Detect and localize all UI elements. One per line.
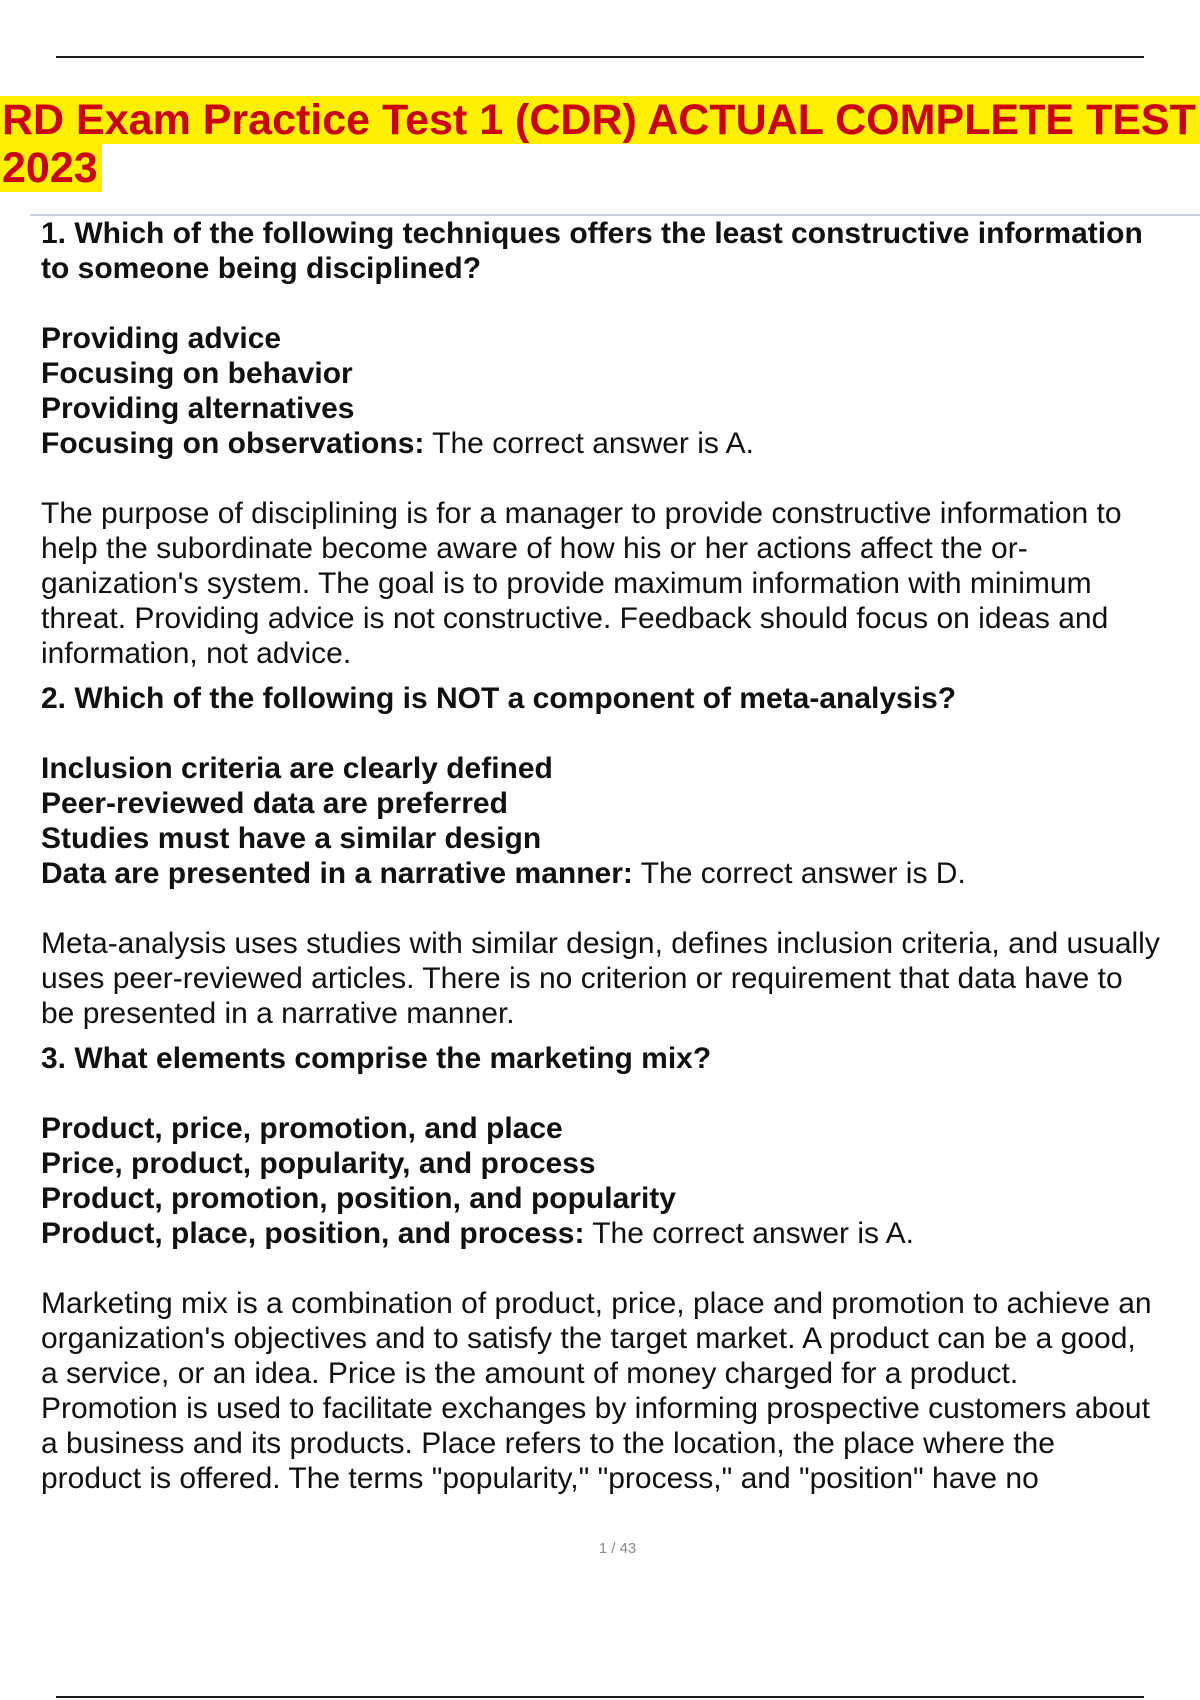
question-block-3 — [41, 1041, 1200, 1496]
option-c: Product, promotion, position, and popularity — [41, 1182, 676, 1215]
option-c: Studies must have a similar design — [41, 822, 542, 855]
top-rule — [56, 56, 1144, 58]
option-d-with-answer — [41, 856, 1200, 891]
document-title — [0, 96, 1200, 192]
question-3-text: 3. What elements comprise the marketing mix? — [41, 1042, 712, 1075]
question-block-1 — [41, 216, 1200, 671]
option-b: Price, product, popularity, and process — [41, 1147, 596, 1180]
question-list — [41, 216, 1200, 1496]
question-1-text-line-1: 1. Which of the following techniques offers the least constructive information — [41, 217, 1143, 250]
correct-answer: The correct answer is D. — [632, 857, 966, 890]
option-a: Providing advice — [41, 322, 282, 355]
page-indicator: 1 / 43 — [598, 1540, 637, 1557]
title-line-2: 2023 — [0, 144, 102, 192]
option-c: Providing alternatives — [41, 392, 355, 425]
question-1-text-line-2: to someone being disciplined? — [41, 252, 482, 285]
title-line-1: RD Exam Practice Test 1 (CDR) ACTUAL COMPLETE TEST — [0, 96, 1200, 144]
option-d: Data are presented in a narrative manner: — [41, 857, 633, 890]
option-a: Product, price, promotion, and place — [41, 1112, 563, 1145]
question-block-2 — [41, 681, 1200, 1031]
option-d: Focusing on observations: — [41, 427, 425, 460]
question-3-explanation: Marketing mix is a combination of product, price, place and promotion to achieve an organization's objectives and to satisfy the target market. A product can be a good, a service, or an idea. Price is the amount of money charged for a product. Promotion is used to facilitate exchanges by informing prospective customers about a business and its products. Place refers to the location, the place where the product is offered. The terms "popularity," "process," and "position" have no — [41, 1287, 1152, 1495]
question-1-explanation: The purpose of disciplining is for a manager to provide constructive information to help the subordinate become aware of how his or her actions affect the or-ganization's system. The goal is to provide maximum information with minimum threat. Providing advice is not constructive. Feedback should focus on ideas and information, not advice. — [41, 497, 1122, 670]
option-b: Focusing on behavior — [41, 357, 353, 390]
option-a: Inclusion criteria are clearly defined — [41, 752, 553, 785]
option-d-with-answer — [41, 426, 1200, 461]
question-1-options — [41, 321, 1200, 461]
bottom-rule — [56, 1696, 1144, 1698]
option-b: Peer-reviewed data are preferred — [41, 787, 508, 820]
correct-answer: The correct answer is A. — [424, 427, 754, 460]
question-2-explanation: Meta-analysis uses studies with similar design, defines inclusion criteria, and usually uses peer-reviewed articles. There is no criterion or requirement that data have to be presented in a narrative manner. — [41, 927, 1160, 1030]
question-3-options — [41, 1111, 1200, 1251]
option-d: Product, place, position, and process: — [41, 1217, 585, 1250]
option-d-with-answer — [41, 1216, 1200, 1251]
question-2-text: 2. Which of the following is NOT a component of meta-analysis? — [41, 682, 957, 715]
question-2-options — [41, 751, 1200, 891]
correct-answer: The correct answer is A. — [584, 1217, 915, 1250]
